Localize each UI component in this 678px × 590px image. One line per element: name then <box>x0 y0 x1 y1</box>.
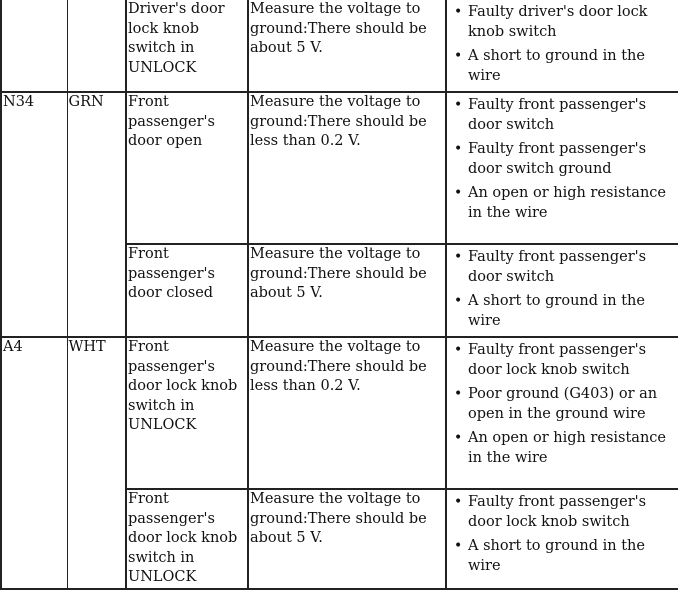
cause-item: • A short to ground in the wire <box>468 47 677 86</box>
cause-item: • An open or high resistance in the wire <box>468 429 677 468</box>
cause-list <box>448 341 677 468</box>
cause-item: • Faulty front passenger's door lock knob switch <box>468 493 677 532</box>
cause-item: • A short to ground in the wire <box>468 537 677 576</box>
possible-cause-cell <box>446 337 678 489</box>
condition-cell: Front passenger's door lock knob switch in UNLOCK <box>126 489 248 589</box>
table-row <box>1 0 678 92</box>
test-cell: Measure the voltage to ground:There should be less than 0.2 V. <box>248 92 446 244</box>
possible-cause-cell <box>446 0 678 92</box>
pin-cell: A4 <box>1 337 67 589</box>
cause-item: • An open or high resistance in the wire <box>468 184 677 223</box>
cause-item: • Faulty driver's door lock knob switch <box>468 3 677 42</box>
cause-item: • Poor ground (G403) or an open in the ground wire <box>468 385 677 424</box>
possible-cause-cell <box>446 244 678 337</box>
possible-cause-cell <box>446 92 678 244</box>
condition-cell: Front passenger's door closed <box>126 244 248 337</box>
possible-cause-cell <box>446 489 678 589</box>
test-cell: Measure the voltage to ground:There should be less than 0.2 V. <box>248 337 446 489</box>
table-row <box>1 337 678 489</box>
cause-item: • Faulty front passenger's door switch <box>468 96 677 135</box>
condition-cell: Driver's door lock knob switch in UNLOCK <box>126 0 248 92</box>
condition-cell: Front passenger's door lock knob switch in UNLOCK <box>126 337 248 489</box>
cause-list <box>448 3 677 86</box>
condition-cell: Front passenger's door open <box>126 92 248 244</box>
cause-item: • Faulty front passenger's door switch <box>468 248 677 287</box>
test-cell: Measure the voltage to ground:There should be about 5 V. <box>248 244 446 337</box>
cause-list <box>448 493 677 576</box>
cause-item: • Faulty front passenger's door switch ground <box>468 140 677 179</box>
cause-item: • A short to ground in the wire <box>468 292 677 331</box>
test-cell: Measure the voltage to ground:There should be about 5 V. <box>248 0 446 92</box>
pin-cell <box>1 0 67 92</box>
cause-list <box>448 248 677 331</box>
pin-cell: N34 <box>1 92 67 337</box>
wire-color-cell <box>67 0 126 92</box>
cause-list <box>448 96 677 223</box>
wire-color-cell: GRN <box>67 92 126 337</box>
cause-item: • Faulty front passenger's door lock knob switch <box>468 341 677 380</box>
wire-color-cell: WHT <box>67 337 126 589</box>
table-row <box>1 92 678 244</box>
test-cell: Measure the voltage to ground:There should be about 5 V. <box>248 489 446 589</box>
